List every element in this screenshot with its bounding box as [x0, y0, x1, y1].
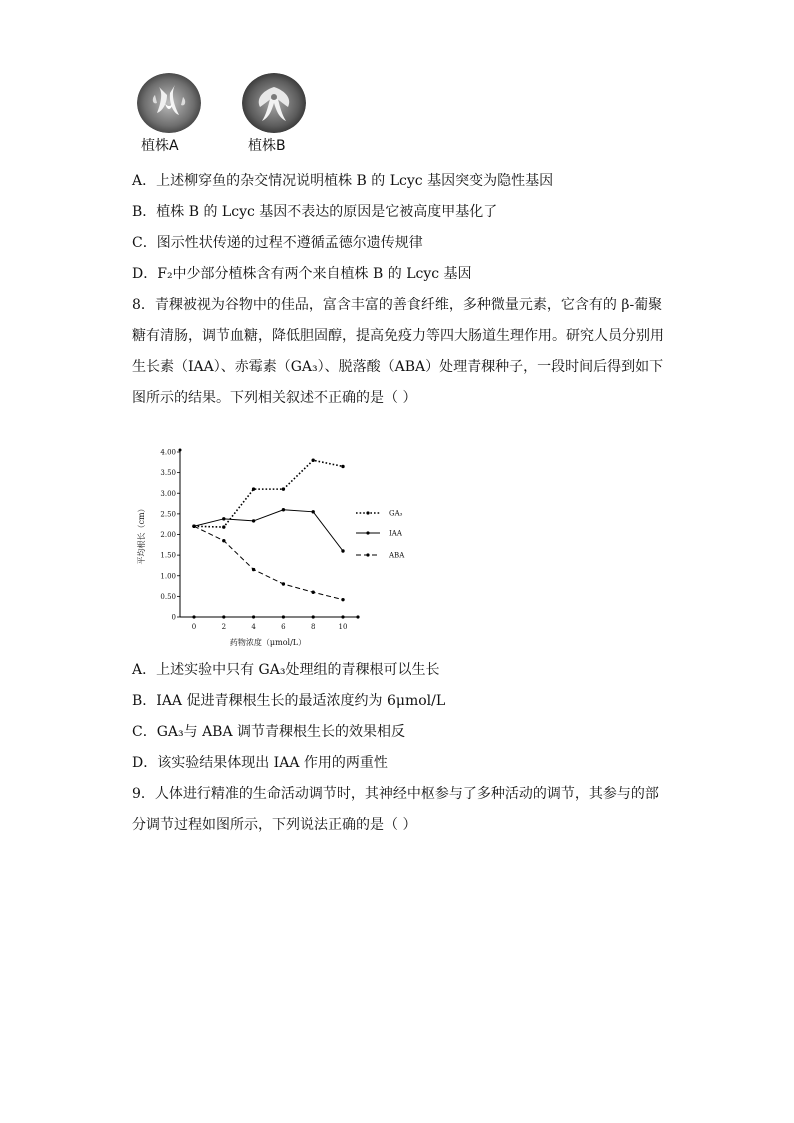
q8-stem-line1: 8．青稞被视为谷物中的佳品，富含丰富的善食纤维，多种微量元素，它含有的 β-葡聚: [132, 297, 663, 313]
series-point: [341, 549, 344, 552]
x-tick-label: 4: [251, 623, 256, 631]
q9-stem-line1: 9．人体进行精准的生命活动调节时，其神经中枢参与了多种活动的调节，其参与的部: [132, 786, 659, 802]
series-line-1: [194, 460, 343, 527]
x-axis-end-dot: [356, 615, 359, 618]
series-line-3: [194, 526, 343, 599]
x-axis-dot: [282, 615, 285, 618]
series-point: [252, 487, 255, 490]
x-tick-label: 2: [221, 623, 227, 631]
series-point: [192, 525, 195, 528]
series-point: [282, 487, 285, 490]
series-point: [341, 598, 344, 601]
y-tick-label: 1.50: [160, 551, 176, 560]
q7-option-b: B．植株 B 的 Lcyc 基因不表达的原因是它被高度甲基化了: [132, 204, 498, 220]
series-point: [222, 525, 225, 528]
series-point: [222, 539, 225, 542]
x-axis-dot: [252, 615, 255, 618]
series-line-2: [194, 510, 343, 551]
plant-b-label: 植株B: [248, 138, 286, 154]
y-tick-label: 0: [171, 613, 176, 622]
q8-option-c: C．GA₃与 ABA 调节青稞根生长的效果相反: [132, 724, 406, 740]
y-tick-label: 4.00: [160, 448, 176, 457]
q8-option-a: A．上述实验中只有 GA₃处理组的青稞根可以生长: [132, 662, 440, 678]
plant-a-label: 植株A: [141, 138, 179, 154]
y-tick-label: 3.50: [160, 469, 176, 478]
q7-option-a: A．上述柳穿鱼的杂交情况说明植株 B 的 Lcyc 基因突变为隐性基因: [132, 173, 554, 189]
root-length-chart: [130, 440, 430, 655]
y-tick-label: 3.00: [160, 489, 176, 498]
x-axis-dot: [312, 615, 315, 618]
legend-marker: [366, 511, 369, 514]
series-point: [252, 519, 255, 522]
x-axis-dot: [222, 615, 225, 618]
q9-stem-line2: 分调节过程如图所示，下列说法正确的是（ ）: [132, 817, 417, 833]
plant-a-image: [137, 73, 201, 133]
legend-label: ABA: [389, 551, 405, 560]
series-point: [312, 591, 315, 594]
x-axis-dot: [192, 615, 195, 618]
series-point: [312, 510, 315, 513]
y-tick-label: 0.50: [160, 592, 176, 601]
x-tick-label: 10: [338, 623, 348, 631]
y-tick-label: 2.00: [160, 531, 176, 539]
x-tick-label: 0: [191, 623, 197, 631]
legend-marker: [366, 531, 369, 534]
y-axis-end-marker: [179, 449, 182, 452]
q7-option-c: C．图示性状传递的过程不遵循孟德尔遗传规律: [132, 235, 423, 251]
legend-label: GA₃: [389, 509, 403, 518]
y-tick-label: 1.00: [160, 572, 176, 581]
y-tick-label: 2.50: [160, 510, 176, 519]
legend-label: IAA: [389, 529, 402, 538]
x-axis-label: 药物浓度（μmol/L）: [229, 638, 307, 647]
q8-option-d: D．该实验结果体现出 IAA 作用的两重性: [132, 755, 388, 771]
series-point: [312, 459, 315, 462]
q7-option-d: D．F₂中少部分植株含有两个来自植株 B 的 Lcyc 基因: [132, 266, 472, 282]
series-point: [341, 465, 344, 468]
q8-stem-line2: 糖有清肠，调节血糖，降低胆固醇，提高免疫力等四大肠道生理作用。研究人员分别用: [132, 328, 664, 344]
q8-stem-line4: 图所示的结果。下列相关叙述不正确的是（ ）: [132, 390, 417, 406]
x-tick-label: 8: [310, 623, 316, 631]
series-point: [222, 517, 225, 520]
x-tick-label: 6: [281, 623, 286, 631]
y-axis-label: 平均根长（cm）: [137, 504, 146, 565]
q8-option-b: B．IAA 促进青稞根生长的最适浓度约为 6μmol/L: [132, 693, 446, 709]
series-point: [252, 568, 255, 571]
series-point: [282, 508, 285, 511]
x-axis-dot: [341, 615, 344, 618]
q8-stem-line3: 生长素（IAA）、赤霉素（GA₃）、脱落酸（ABA）处理青稞种子，一段时间后得到如下: [132, 359, 664, 375]
plant-b-image: [242, 73, 306, 133]
series-point: [282, 582, 285, 585]
legend-marker: [366, 553, 369, 556]
